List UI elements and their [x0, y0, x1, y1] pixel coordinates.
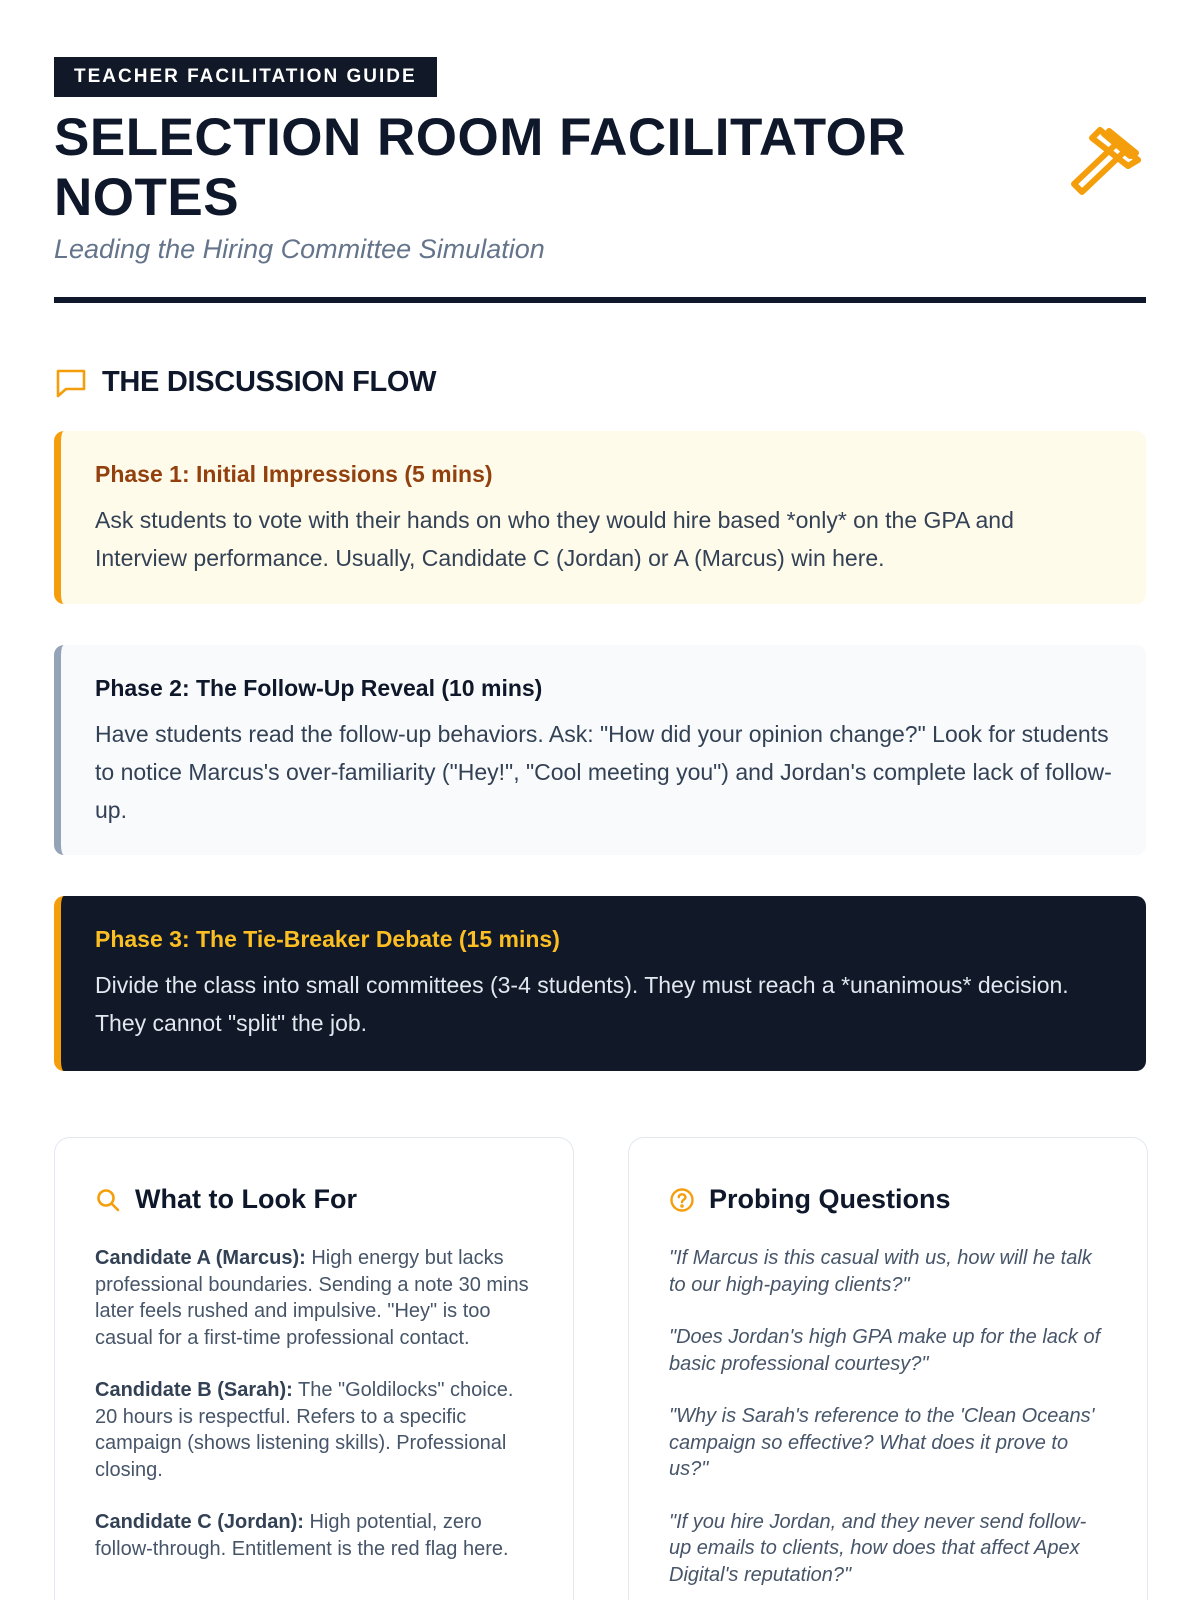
phase-title: Phase 3: The Tie-Breaker Debate (15 mins)	[95, 926, 560, 952]
probing-questions-card	[628, 1137, 1148, 1600]
card-header	[95, 1184, 533, 1215]
probing-question: "Why is Sarah's reference to the 'Clean Oceans' campaign so effective? What does it prove to us?"	[669, 1405, 1095, 1480]
guide-badge: TEACHER FACILITATION GUIDE	[54, 57, 437, 97]
candidate-name: Candidate B (Sarah):	[95, 1379, 293, 1401]
probing-question: "If Marcus is this casual with us, how will he talk to our high-paying clients?"	[669, 1247, 1092, 1296]
page-title: SELECTION ROOM FACILITATOR NOTES	[54, 108, 907, 227]
phase-title: Phase 2: The Follow-Up Reveal (10 mins)	[95, 675, 543, 701]
phase-description: Ask students to vote with their hands on who they would hire based *only* on the GPA and Interview performance. Usually, Candidate C (Jordan) or A (Marcus) win here.	[95, 507, 1014, 571]
phase-card-2	[54, 645, 1146, 855]
probing-question: "Does Jordan's high GPA make up for the lack of basic professional courtesy?"	[669, 1326, 1101, 1375]
phase-description: Have students read the follow-up behaviors. Ask: "How did your opinion change?" Look for students to notice Marcus's over-familiarity ("Hey!", "Cool meeting you") and Jordan's complete lack of follow-up.	[95, 721, 1112, 823]
candidate-note	[95, 1245, 533, 1351]
candidate-name: Candidate C (Jordan):	[95, 1511, 304, 1533]
phase-card-3	[54, 896, 1146, 1071]
page-subtitle: Leading the Hiring Committee Simulation	[54, 234, 545, 264]
phase-card-1	[54, 431, 1146, 604]
gavel-icon	[1064, 122, 1146, 204]
candidate-note	[95, 1509, 533, 1562]
card-title: What to Look For	[135, 1184, 357, 1214]
phase-title: Phase 1: Initial Impressions (5 mins)	[95, 461, 493, 487]
facilitator-guide-page	[54, 0, 1146, 1600]
card-header	[669, 1184, 1107, 1215]
candidate-name: Candidate A (Marcus):	[95, 1247, 306, 1269]
what-to-look-for-card	[54, 1137, 574, 1600]
probing-question: "If you hire Jordan, and they never send follow-up emails to clients, how does that affect Apex Digital's reputation?"	[669, 1510, 1087, 1586]
card-title: Probing Questions	[709, 1184, 951, 1214]
candidate-note	[95, 1377, 533, 1483]
section-title: THE DISCUSSION FLOW	[102, 365, 437, 398]
search-icon	[95, 1187, 121, 1213]
candidate-description: High potential, zero follow-through. Entitlement is the red flag here.	[95, 1511, 509, 1560]
phase-description: Divide the class into small committees (3-4 students). They must reach a *unanimous* decision. They cannot "split" the job.	[95, 972, 1069, 1036]
chat-bubble-icon	[54, 365, 88, 399]
question-circle-icon	[669, 1187, 695, 1213]
candidate-description: High energy but lacks professional boundaries. Sending a note 30 mins later feels rushed and impulsive. "Hey" is too casual for a first-time professional contact.	[95, 1247, 529, 1349]
discussion-flow-heading	[54, 362, 436, 402]
candidate-description: The "Goldilocks" choice. 20 hours is respectful. Refers to a specific campaign (shows listening skills). Professional closing.	[95, 1379, 514, 1481]
header-divider	[54, 297, 1146, 303]
